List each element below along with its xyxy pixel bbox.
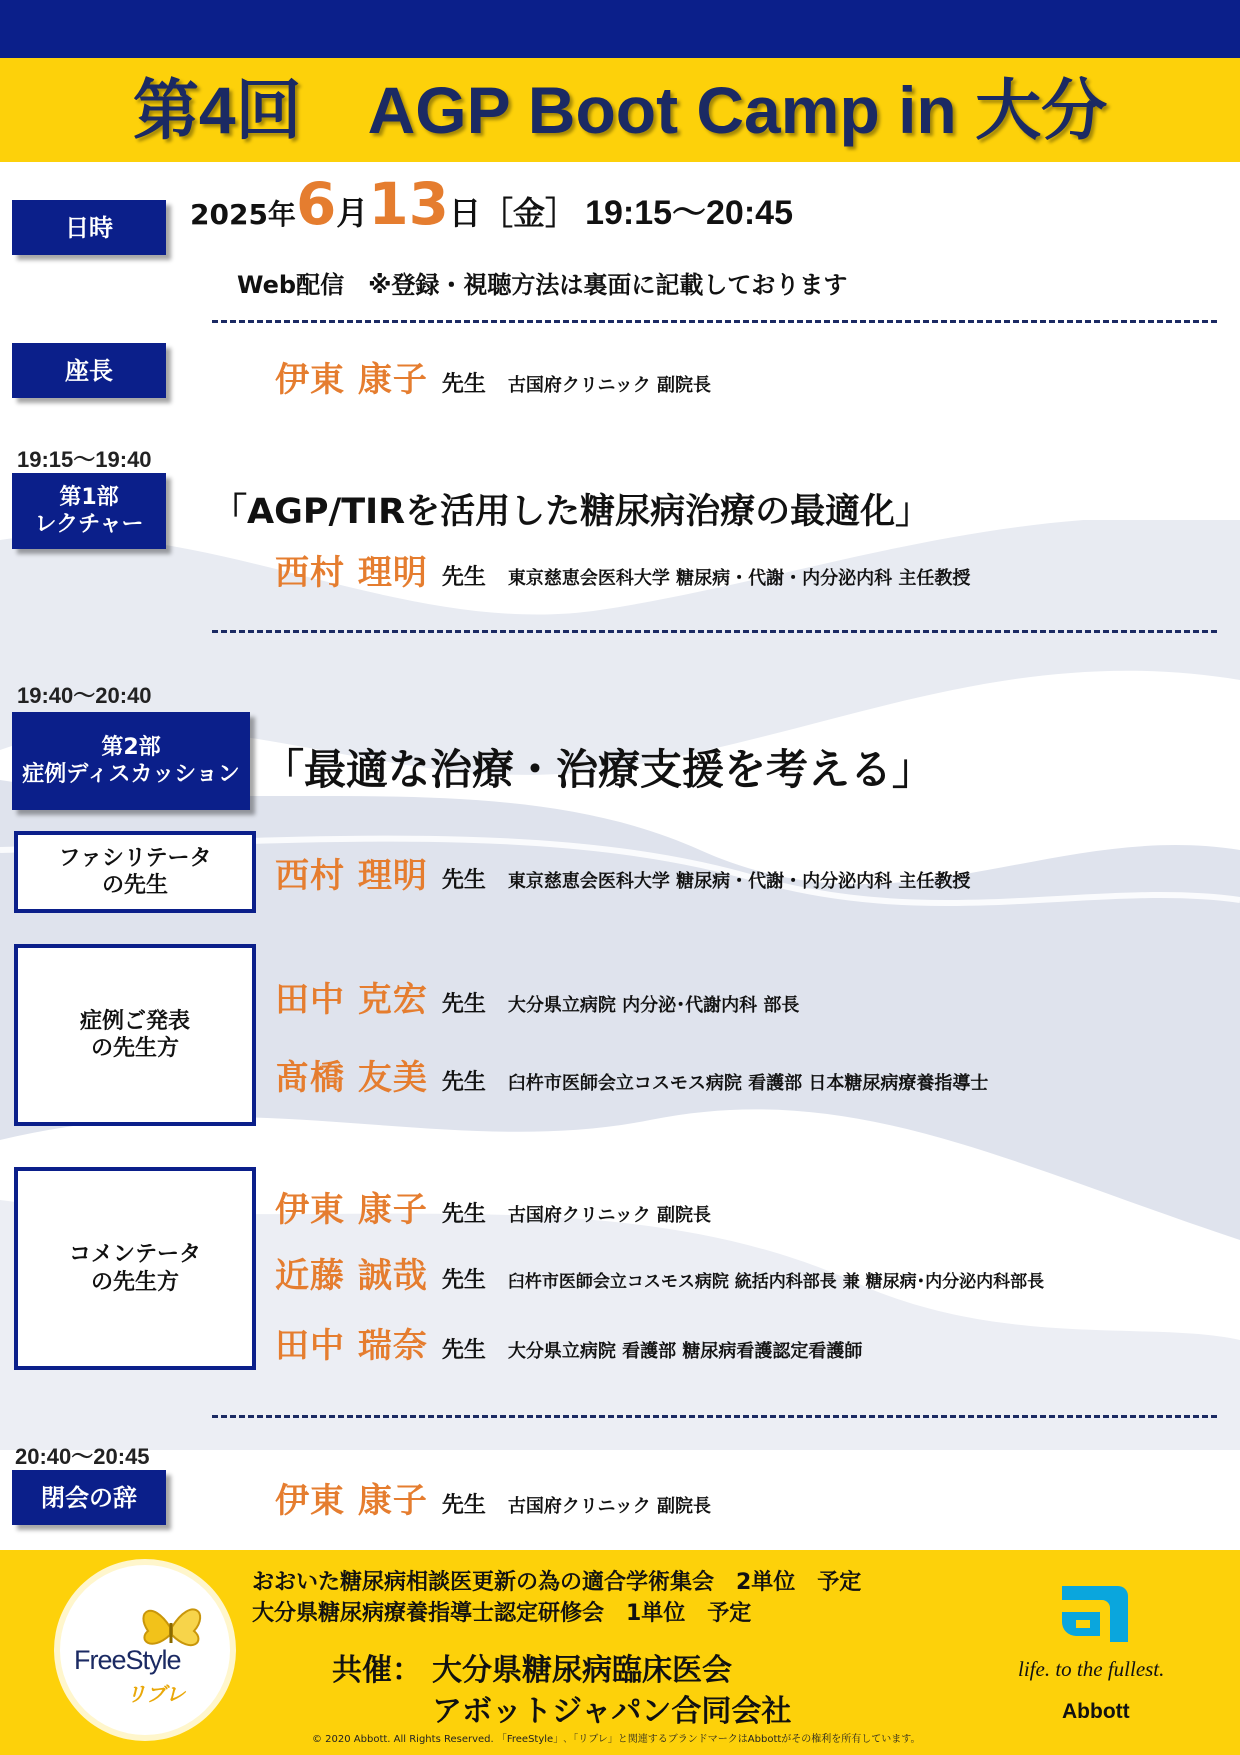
honorific: 先生 — [441, 1070, 486, 1095]
part1-label: 第1部 レクチャー — [12, 473, 166, 549]
chair-person — [275, 352, 711, 401]
honorific: 先生 — [441, 868, 486, 893]
person-name: 西村 理明 — [275, 856, 428, 896]
person-name: 西村 理明 — [275, 553, 428, 593]
commentator-person — [275, 1248, 1044, 1297]
cohost-prefix: 共催： — [332, 1653, 422, 1688]
affiliation: 大分県立病院 看護部 糖尿病看護認定看護師 — [507, 1341, 863, 1362]
freestyle-libre-logo — [60, 1565, 230, 1735]
honorific: 先生 — [441, 1338, 486, 1363]
freestyle-text: FreeStyle — [74, 1645, 181, 1675]
abbott-tagline: life. to the fullest. — [1018, 1657, 1165, 1681]
closing-person — [275, 1473, 711, 1522]
part2-time: 19:40～20:40 — [17, 683, 152, 708]
honorific: 先生 — [441, 1202, 486, 1227]
honorific: 先生 — [441, 565, 486, 590]
person-name: 近藤 誠哉 — [275, 1256, 428, 1296]
event-time: 19:15～20:45 — [585, 194, 793, 232]
person-name: 田中 克宏 — [275, 980, 428, 1020]
commentator-person — [275, 1318, 862, 1367]
credit-line-1: おおいた糖尿病相談医更新の為の適合学術集会 2単位 予定 — [252, 1570, 862, 1595]
affiliation: 大分県立病院 内分泌･代謝内科 部長 — [507, 995, 800, 1016]
part1-time: 19:15～19:40 — [17, 447, 152, 472]
honorific: 先生 — [441, 1268, 486, 1293]
top-navy-bar — [0, 0, 1240, 58]
commentators-label: コメンテータ の先生方 — [14, 1167, 256, 1370]
divider — [212, 630, 1217, 633]
page-title: 第4回 AGP Boot Camp in 大分 — [132, 73, 1108, 147]
web-note: Web配信 ※登録・視聴方法は裏面に記載しております — [237, 271, 848, 299]
affiliation: 臼杵市医師会立コスモス病院 統括内科部長 兼 糖尿病･内分泌内科部長 — [507, 1272, 1045, 1292]
person-name: 田中 瑞奈 — [275, 1326, 428, 1366]
honorific: 先生 — [441, 1493, 486, 1518]
honorific: 先生 — [441, 992, 486, 1017]
date-year: 2025年 — [190, 198, 296, 231]
date-month-unit: 月 — [336, 194, 369, 232]
abbott-name: Abbott — [1062, 1700, 1130, 1723]
credit-line-2: 大分県糖尿病療養指導士認定研修会 1単位 予定 — [252, 1601, 752, 1626]
closing-label: 閉会の辞 — [12, 1470, 166, 1525]
presenter-person — [275, 1050, 988, 1099]
part1-speaker — [275, 545, 970, 594]
facilitator-label: ファシリテータ の先生 — [14, 831, 256, 913]
affiliation: 東京慈恵会医科大学 糖尿病・代謝・内分泌内科 主任教授 — [507, 568, 971, 589]
person-name: 伊東 康子 — [275, 1481, 428, 1521]
commentator-person — [275, 1182, 711, 1231]
person-name: 伊東 康子 — [275, 1190, 428, 1230]
facilitator-person — [275, 848, 970, 897]
event-date — [190, 170, 793, 238]
affiliation: 古国府クリニック 副院長 — [507, 1205, 712, 1226]
affiliation: 古国府クリニック 副院長 — [507, 1496, 712, 1517]
divider — [212, 1415, 1217, 1418]
cohost-1: 大分県糖尿病臨床医会 — [432, 1653, 732, 1688]
date-weekday: ［金］ — [481, 194, 578, 232]
part2-title: 「最適な治療・治療支援を考える」 — [262, 745, 935, 794]
part2-label: 第2部 症例ディスカッション — [12, 712, 250, 810]
copyright: © 2020 Abbott. All Rights Reserved. 「FreeStyle」､「リブレ」と関連するブランドマークはAbbottがその権利を所有しています。 — [312, 1734, 921, 1745]
libre-text: リブレ — [126, 1682, 186, 1706]
divider — [212, 320, 1217, 323]
cohost-2: アボットジャパン合同会社 — [432, 1694, 792, 1729]
affiliation: 古国府クリニック 副院長 — [507, 375, 712, 396]
person-name: 伊東 康子 — [275, 360, 428, 400]
date-day-unit: 日 — [449, 194, 482, 232]
chair-label: 座長 — [12, 343, 166, 398]
part1-title: 「AGP/TIRを活用した糖尿病治療の最適化」 — [212, 492, 931, 532]
presenter-person — [275, 972, 799, 1021]
abbott-logo-icon — [1056, 1580, 1136, 1650]
datetime-label: 日時 — [12, 200, 166, 255]
person-name: 髙橋 友美 — [275, 1058, 428, 1098]
presenters-label: 症例ご発表 の先生方 — [14, 944, 256, 1126]
date-day: 13 — [368, 170, 450, 238]
honorific: 先生 — [441, 372, 486, 397]
affiliation: 臼杵市医師会立コスモス病院 看護部 日本糖尿病療養指導士 — [507, 1073, 989, 1094]
date-month: 6 — [295, 170, 337, 238]
closing-time: 20:40～20:45 — [15, 1444, 150, 1469]
affiliation: 東京慈恵会医科大学 糖尿病・代謝・内分泌内科 主任教授 — [507, 871, 971, 892]
